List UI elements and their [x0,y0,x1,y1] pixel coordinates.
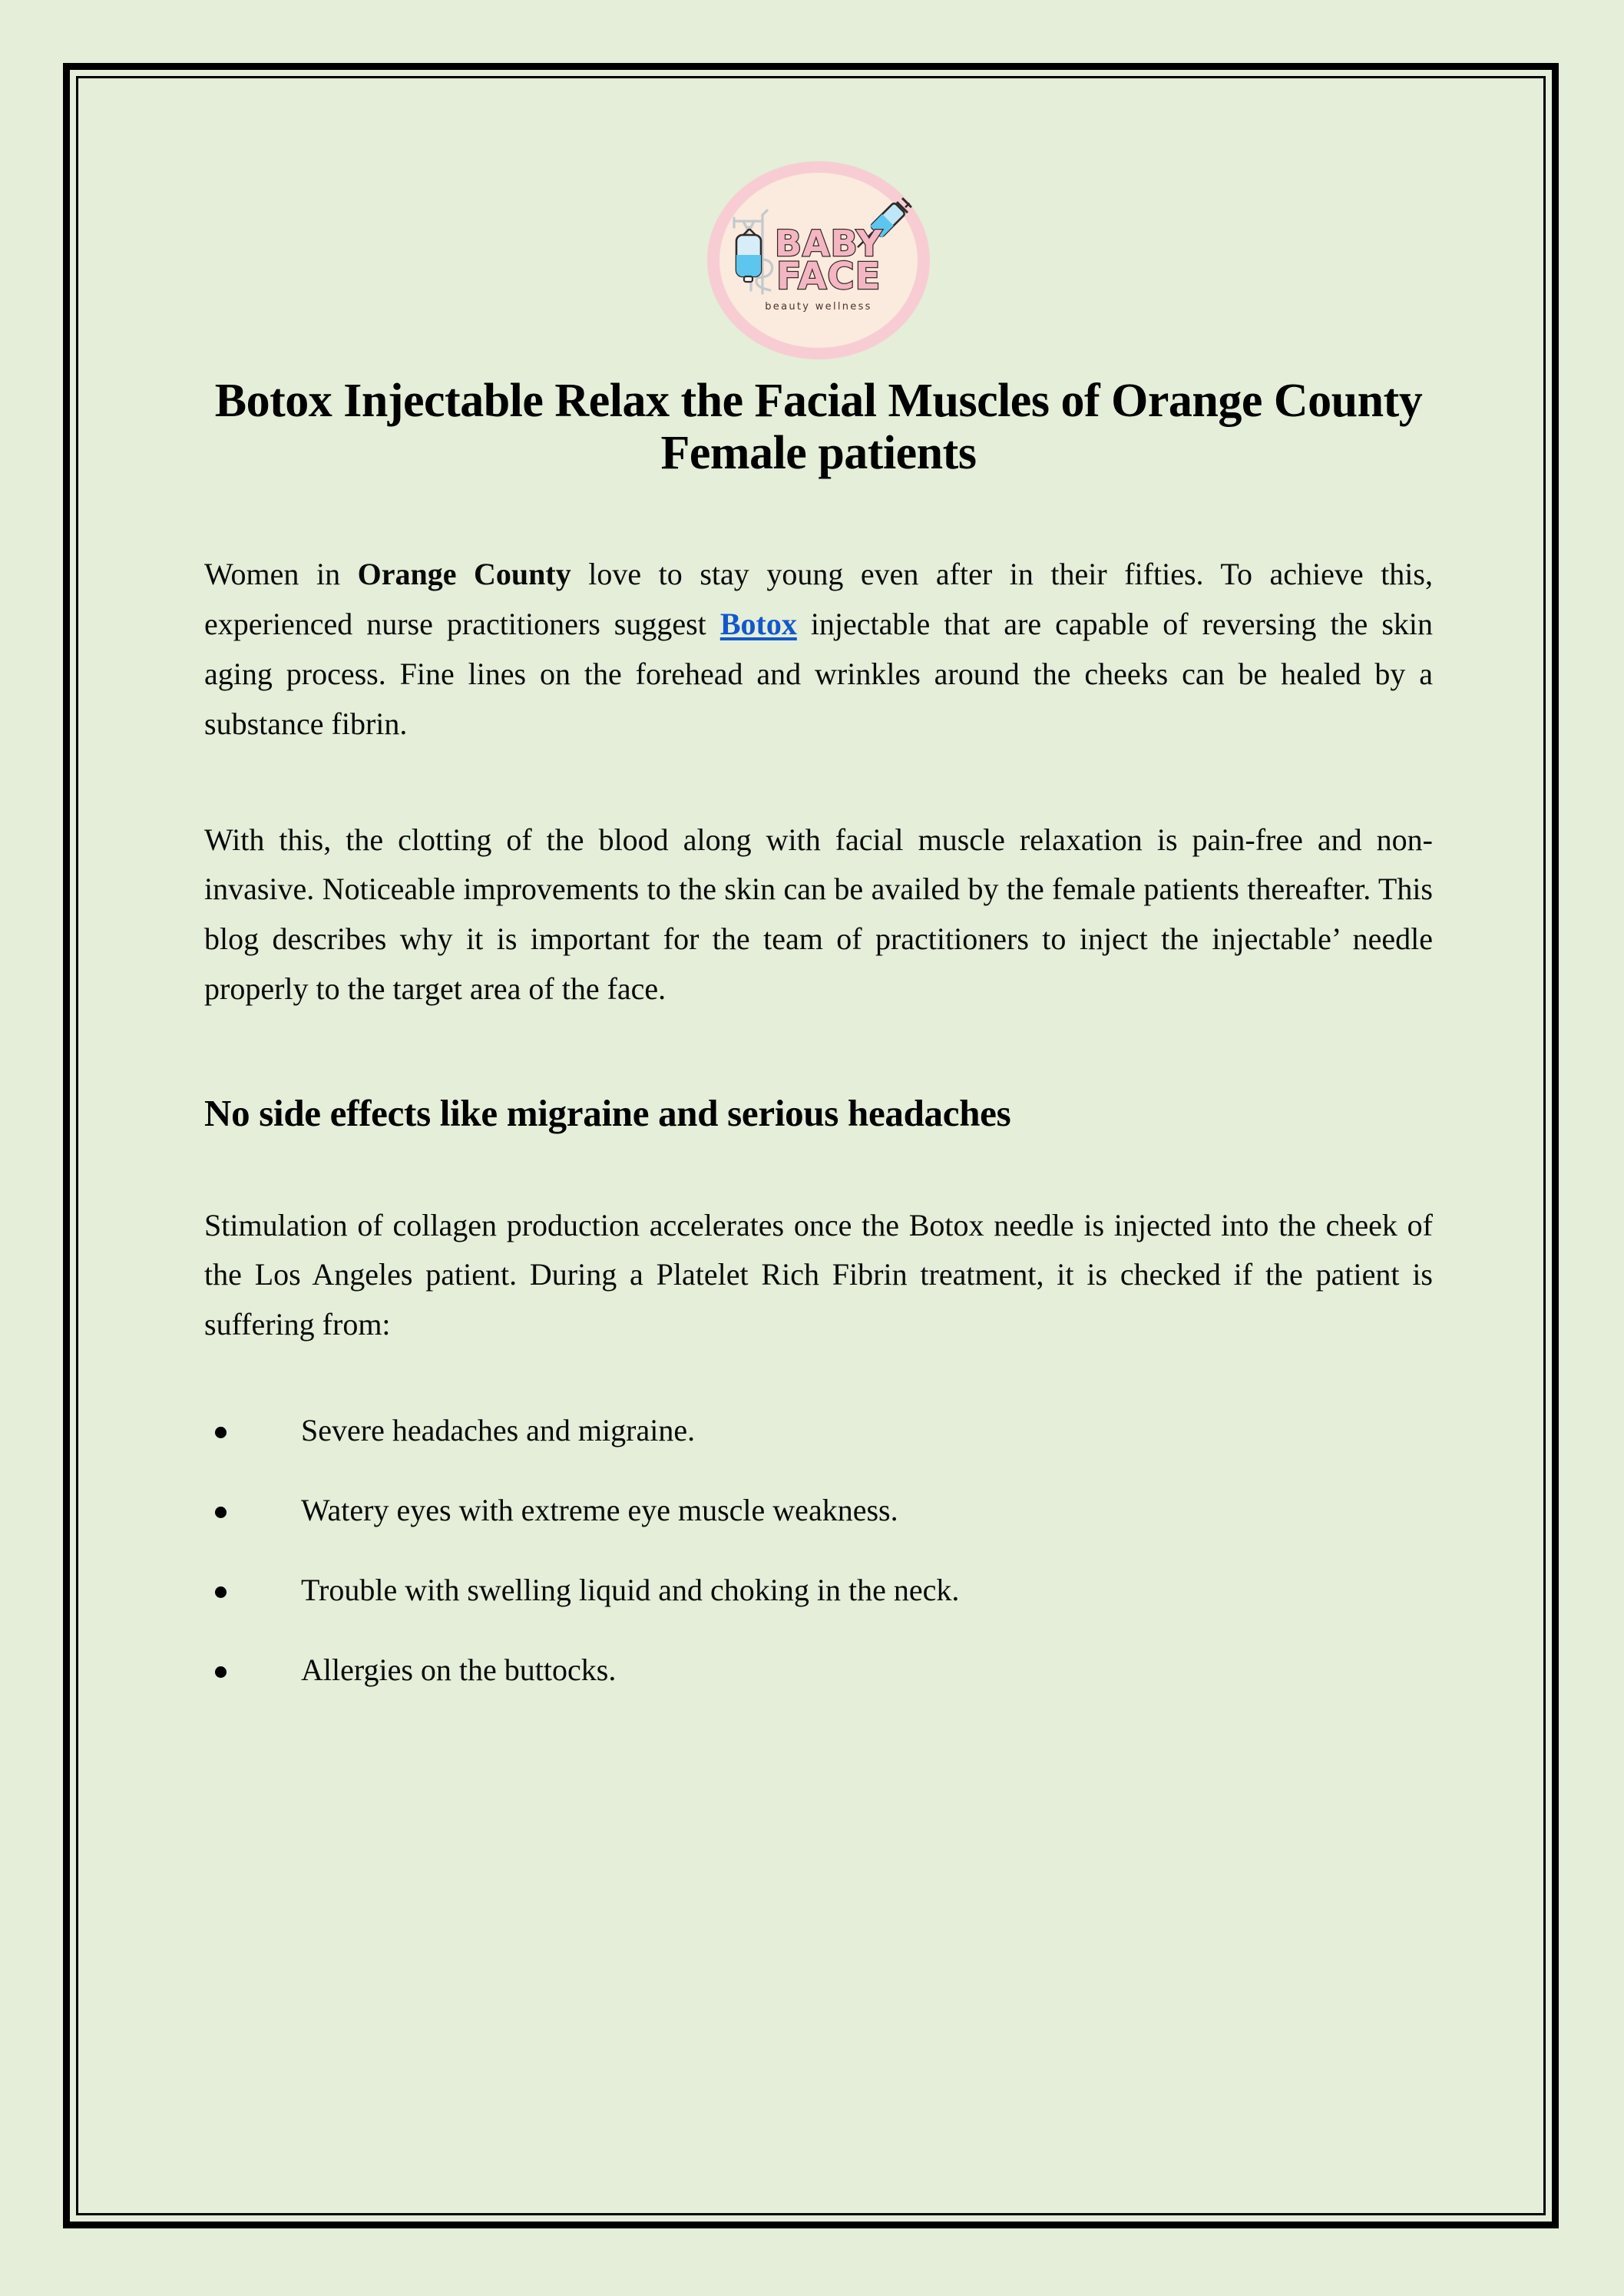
list-item-label: Trouble with swelling liquid and choking in the neck. [301,1572,960,1607]
list-item [204,1410,1433,1451]
spacer [204,1014,1433,1091]
paragraph-1-text-part-1: Women in [204,557,358,592]
paragraph-1-text-part-3: injectable that are capable of reversing the skin aging process. Fine lines on the forehead and wrinkles around the cheeks can be healed by a substance fibrin. [204,607,1433,741]
logo-tagline: beauty wellness [765,301,872,313]
list-item [204,1490,1433,1531]
list-item [204,1649,1433,1691]
bullet-icon [215,1507,227,1518]
list-item-label: Severe headaches and migraine. [301,1412,696,1447]
section-subheading: No side effects like migraine and serious headaches [204,1091,1011,1134]
intro-paragraph [204,550,1433,749]
botox-link[interactable]: Botox [719,607,797,642]
spacer [204,479,1433,550]
logo-brand-line-2: FACE [776,255,881,298]
bullet-icon [215,1666,227,1678]
orange-county-bold: Orange County [357,557,571,592]
baby-face-logo [707,161,930,359]
second-paragraph: With this, the clotting of the blood along with facial muscle relaxation is pain-free and non-invasive. Noticeable improvements to the skin can be availed by the female patients thereafter. This blog describes why it is important for the team of practitioners to inject the injectable’ needle properly to the target area of the face. [204,822,1433,1006]
list-item [204,1570,1433,1611]
spacer [204,749,1433,816]
list-item-label: Watery eyes with extreme eye muscle weakness. [301,1492,898,1527]
bullet-icon [215,1586,227,1598]
list-item-label: Allergies on the buttocks. [301,1652,617,1687]
iv-bag-icon [736,230,761,282]
symptom-list [204,1410,1433,1691]
logo-brand-line-1: BABY [775,223,883,264]
document-content [204,161,1433,1729]
page-title: Botox Injectable Relax the Facial Muscles of Orange County Female patients [214,375,1423,480]
spacer [204,1136,1433,1201]
document-page-inner-border [76,76,1546,2215]
third-paragraph: Stimulation of collagen production accelerates once the Botox needle is injected into the cheek of the Los Angeles patient. During a Platelet Rich Fibrin treatment, it is checked if the patient is suffering from: [204,1207,1433,1342]
logo-container [204,161,1433,369]
bullet-icon [215,1427,227,1438]
paragraph-1-text-part-2: love to stay young even after in their fifties. To achieve this, experienced nurse practitioners suggest [204,557,1433,642]
spacer [204,1350,1433,1410]
document-page-frame [63,63,1559,2228]
